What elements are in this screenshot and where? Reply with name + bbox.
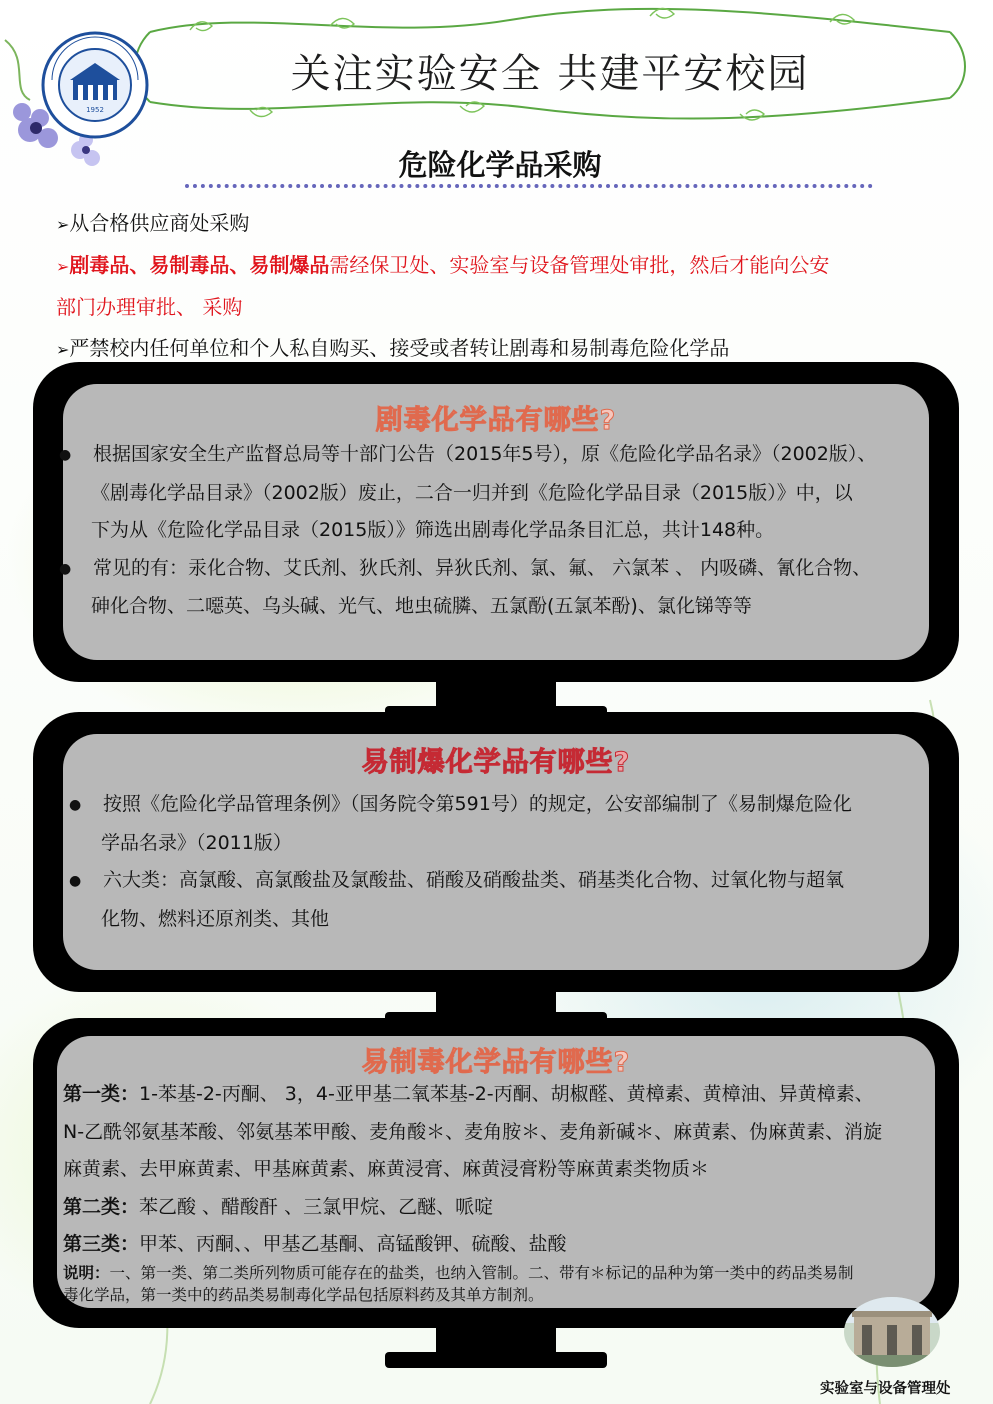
footer-organization: 实验室与设备管理处 [820,1381,951,1397]
dotted-divider [185,184,873,188]
bullet-dot-icon: ● [69,797,82,813]
panel-frame-highly-toxic [33,362,959,682]
list-item: ● 根据国家安全生产监督总局等十部门公告（2015年5号），原《危险化学品名录》（2002版）、 《剧毒化学品目录》（2002版）废止，二合一归并到《危险化学品目录（2015版）》中，以 下为从《危险化学品目录（2015版）》筛选出剧毒化学品条目汇总，共计148种。 [75,436,925,550]
list-item: ● 按照《危险化学品管理条例》（国务院令第591号）的规定，公安部编制了《易制爆危险化 学品名录》（2011版） [85,786,925,862]
section-title: 危险化学品采购 [398,148,602,182]
arrow-bullet-icon: ➢ [56,340,70,359]
panel-frame-drug-precursor [33,1018,959,1328]
panel-title-drug-precursor: 易制毒化学品有哪些? [361,1047,631,1078]
bullet-dot-icon: ● [59,560,72,577]
panel-screen [57,1036,935,1308]
list-item: ● 六大类：高氯酸、高氯酸盐及氯酸盐、硝酸及硝酸盐类、硝基类化合物、过氧化物与超氧 化物、燃料还原剂类、其他 [85,862,925,938]
category-item: 第三类：甲苯、丙酮、、甲基乙基酮、高锰酸钾、硫酸、盐酸 [63,1233,567,1255]
panel-body [59,436,925,626]
panel-body [69,786,925,938]
campus-building-image [844,1297,940,1367]
list-item: ● 常见的有：汞化合物、艾氏剂、狄氏剂、异狄氏剂、氯、氟、 六氯苯 、 内吸磷、氰化合物、 砷化合物、二噁英、乌头碱、光气、地虫硫膦、五氯酚(五氯苯酚)、氯化锑等等 [75,550,925,626]
panel-frame-explosive-precursor [33,712,959,992]
university-logo [40,30,150,140]
category-item: 第一类：1-苯基-2-丙酮、 3，4-亚甲基二氧苯基-2-丙酮、胡椒醛、黄樟素、黄樟油、异黄樟素、 N-乙酰邻氨基苯酸、邻氨基苯甲酸、麦角酸＊、麦角胺＊、麦角新碱＊、麻黄素、伪麻黄素、消旋 麻黄素、去甲麻黄素、甲基麻黄素、麻黄浸膏、麻黄浸膏粉等麻黄素类物质＊ [63,1083,883,1180]
restricted-highlight: 剧毒品、易制毒品、易制爆品 [69,253,330,277]
panel-title-explosive: 易制爆化学品有哪些? [361,747,631,778]
category-item: 第二类：苯乙酸 、醋酸酐 、三氯甲烷、乙醚、哌啶 [63,1195,494,1218]
panel-body [63,1076,929,1306]
monitor-stand-base [385,1352,607,1368]
bullet-dot-icon: ● [59,447,72,463]
bullet-dot-icon: ● [69,873,82,889]
arrow-bullet-icon: ➢ [56,215,70,234]
panel-screen [63,734,929,970]
rule-item: ➢从合格供应商处采购 [56,211,250,235]
panel-screen [59,384,929,660]
purchase-rules [56,203,946,370]
page-title: 关注实验安全 共建平安校园 [290,51,810,97]
arrow-bullet-icon: ➢ [56,257,70,276]
svg-text:1952: 1952 [86,106,104,114]
explanatory-note: 说明：一、第一类、第二类所列物质可能存在的盐类，也纳入管制。二、带有＊标记的品种为第一类中的药品类易制 毒化学品，第一类中的药品类易制毒化学品包括原料药及其单方制剂。 [63,1264,854,1304]
rule-item-restricted: ➢剧毒品、易制毒品、易制爆品需经保卫处、实验室与设备管理处审批，然后才能向公安 部门办理审批、 采购 [56,253,830,319]
rule-item: ➢严禁校内任何单位和个人私自购买、接受或者转让剧毒和易制毒危险化学品 [56,336,730,360]
panel-title-highly-toxic: 剧毒化学品有哪些? [375,405,617,436]
